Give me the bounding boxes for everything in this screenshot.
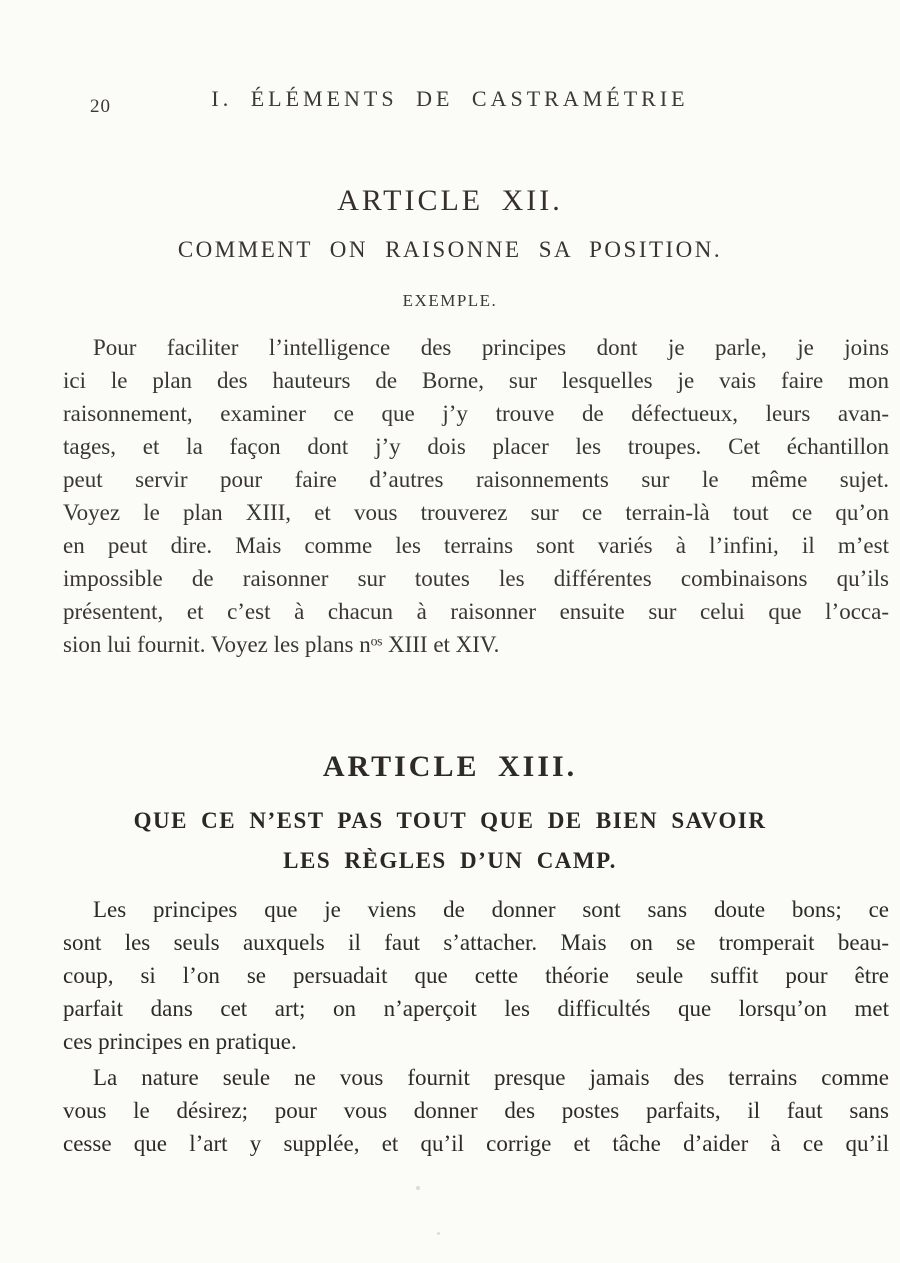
text-line: Pour faciliter l’intelligence des principes dont je parle, je joins <box>93 335 889 360</box>
text-line: en peut dire. Mais comme les terrains sont variés à l’infini, il m’est <box>63 533 889 558</box>
article-xii-paragraph <box>63 331 889 661</box>
running-header: I. ÉLÉMENTS DE CASTRAMÉTRIE <box>211 86 689 111</box>
text-line: impossible de raisonner sur toutes les différentes combinaisons qu’ils <box>63 566 889 591</box>
text-line: Voyez le plan XIII, et vous trouverez sur ce terrain-là tout ce qu’on <box>63 500 889 525</box>
page-number: 20 <box>90 96 111 117</box>
article-xiii-subtitle-line-2: LES RÈGLES D’UN CAMP. <box>283 848 617 873</box>
text-line: ici le plan des hauteurs de Borne, sur lesquelles je vais faire mon <box>63 368 889 393</box>
scan-speck <box>416 1186 420 1190</box>
scan-speck <box>437 1232 440 1235</box>
text-line: tages, et la façon dont j’y dois placer les troupes. Cet échantillon <box>63 434 889 459</box>
article-xiii-paragraph-1 <box>63 893 889 1058</box>
text-line: raisonnement, examiner ce que j’y trouve de défectueux, leurs avan- <box>63 401 889 426</box>
text-line: La nature seule ne vous fournit presque jamais des terrains comme <box>93 1065 889 1090</box>
text-line: présentent, et c’est à chacun à raisonner ensuite sur celui que l’occa- <box>63 599 889 624</box>
article-xiii-subtitle <box>0 801 900 881</box>
text-line: parfait dans cet art; on n’aperçoit les difficultés que lorsqu’on met <box>63 996 889 1021</box>
article-xiii-subtitle-line-1: QUE CE N’EST PAS TOUT QUE DE BIEN SAVOIR <box>133 808 767 833</box>
text-line: Les principes que je viens de donner sont sans doute bons; ce <box>93 897 889 922</box>
text-line: coup, si l’on se persuadait que cette théorie seule suffit pour être <box>63 963 889 988</box>
example-section-label: EXEMPLE. <box>402 291 498 310</box>
article-xii-title: ARTICLE XII. <box>337 184 563 217</box>
article-xiii-title: ARTICLE XIII. <box>322 750 578 783</box>
text-line: peut servir pour faire d’autres raisonnements sur le même sujet. <box>63 467 889 492</box>
text-line: ces principes en pratique. <box>63 1029 297 1054</box>
article-xii-subtitle: COMMENT ON RAISONNE SA POSITION. <box>177 237 723 262</box>
text-line: vous le désirez; pour vous donner des postes parfaits, il faut sans <box>63 1098 889 1123</box>
text-line: sion lui fournit. Voyez les plans nᵒˢ XIII et XIV. <box>63 632 500 657</box>
text-line: cesse que l’art y supplée, et qu’il corrige et tâche d’aider à ce qu’il <box>63 1131 889 1156</box>
text-line: sont les seuls auxquels il faut s’attacher. Mais on se tromperait beau- <box>63 930 889 955</box>
article-xiii-paragraph-2 <box>63 1061 889 1160</box>
